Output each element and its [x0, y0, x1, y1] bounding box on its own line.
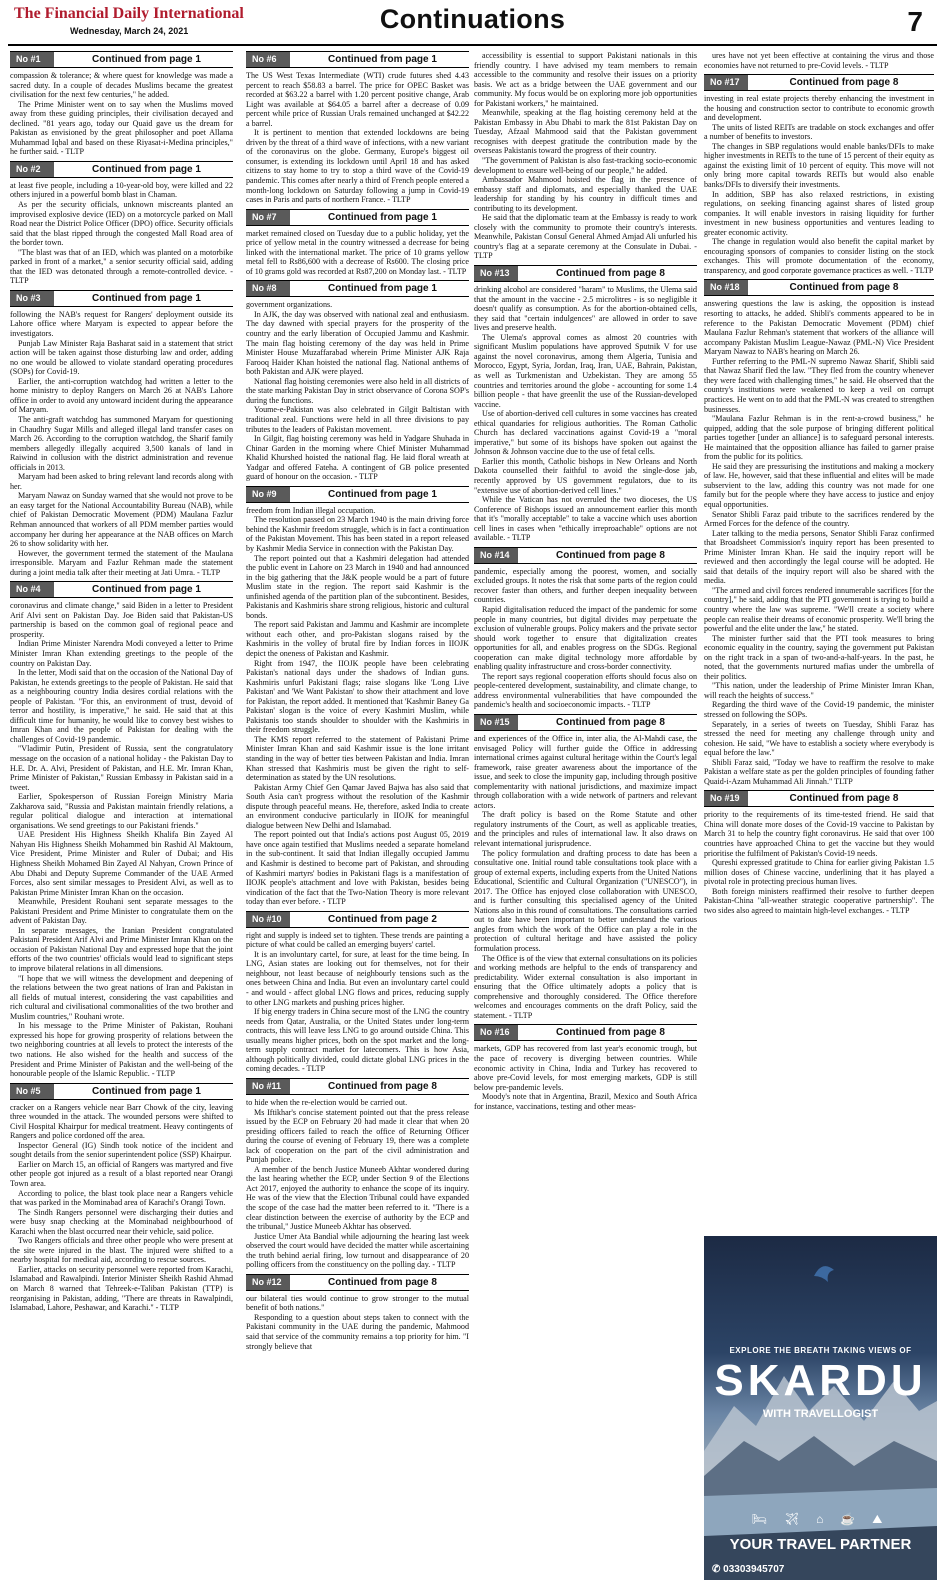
article-paragraph: If big energy traders in China secure most of the LNG the country needs from Qatar, Australia, or the United States under long-term contracts, this will leave less LNG to go around outside China. This usually means higher prices, both on the spot market and the long-term supply contract market for latecomers. This is how Asia, although politically divided, could dictate global LNG prices in the coming decades. - TLTP [246, 1007, 469, 1074]
article-paragraph: In Gilgit, flag hoisting ceremony was held in Yadgare Shuhada in Chinar Garden in the morning where Chief Minister Muhammad Khalid Khurshed hoisted the national flag. He laid floral wreath at Yadgar and offered Fateha. A contingent of GB police presented guard of honour on the occasion. - TLTP [246, 434, 469, 482]
article-paragraph: The Office is of the view that external consultations on its policies and working methods are helpful to the ends of transparency and predictability. Wider external consultation is also important in ensuring that the Office ultimately adopts a policy that is comprehensive and thoroughly considered. The Office therefore welcomes and encourages comments on the draft Policy, said the statement. - TLTP [474, 953, 697, 1020]
article-heading: Continued from page 8 [328, 1276, 437, 1288]
article-paragraph: Further referring to the PML-N supremo Nawaz Sharif, Shibli said that Nawaz Sharif fled the law. "They fled from the country whenever they were faced with challenging times," he said. He observed that the country's institutions were weakened to keep a veil on corrupt practices. He went on to add that the PML-N was created to strengthen businesses. [704, 356, 934, 414]
article-number-badge: No #1 [10, 52, 54, 67]
article-header [704, 279, 934, 296]
column-2 [246, 51, 469, 1355]
article [474, 51, 697, 261]
article-paragraph: He said that the diplomatic team at the Embassy is ready to work closely with the community to promote their country's interests. Meanwhile, Pakistan Consul General Ahmed Amjad Ali unfurled his country's flag at a separate ceremony at the Consulate in Dubai. - TLTP [474, 213, 697, 261]
issue-date: Wednesday, March 24, 2021 [70, 26, 189, 36]
article-header [474, 547, 697, 564]
article [10, 51, 233, 157]
article-body [246, 1098, 469, 1270]
article [246, 486, 469, 907]
article-body [246, 931, 469, 1074]
article-body [704, 810, 934, 915]
article-paragraph: "I hope that we will witness the development and deepening of the relations between the two great nations of Iran and Pakistan in all fields of mutual interest, considering the vast capabilities and rich cultural and civilisational commonalities of the two brother and Muslim countries," Rouhani wrote. [10, 973, 233, 1021]
article-paragraph: However, the government termed the statement of the Maulana irresponsible. Maryam and Fazlur Rehman made the statement during a joint media talk after their meeting at Jati Umra. - TLTP [10, 548, 233, 577]
article-paragraph: Earlier this month, Catholic bishops in New Orleans and North Dakota counselled their faithful to avoid the single-dose jab, recently approved by US government regulators, due to its "extensive use of abortion-derived cell lines." [474, 456, 697, 495]
article-paragraph: Ms Iftikhar's concise statement pointed out that the press release issued by the ECP on February 20 had made it clear that when 20 presiding officers failed to reach the office of Returning Officer during the course of evening of February 19, there was a complete lack of cooperation on the part of the civil administration and Punjab police. [246, 1107, 469, 1165]
article [704, 51, 934, 70]
article-paragraph: "Vladimir Putin, President of Russia, sent the congratulatory message on the occasion of a national holiday - the Pakistan Day to H.E. Dr. A. Alvi, President of Pakistan, and H.E. Mr. Imran Khan, Prime Minister of Pakistan," Russian Embassy in Pakistan said in a tweet. [10, 744, 233, 792]
article-body [246, 1294, 469, 1351]
article [474, 265, 697, 543]
article-paragraph: The Prime Minister went on to say when the Muslims moved away from these guiding principles, their civilisation decayed and declined. "81 years ago, today our Quaid gave us the dream for Pakistan as envisioned by the great philosopher and poet Allama Muhammad Iqbal and based on these Riyasat-i-Medina principles," he further said. - TLTP [10, 99, 233, 157]
article-paragraph: following the NAB's request for Rangers' deployment outside its Lahore office where Maryam is expected to appear before the investigators. [10, 309, 233, 339]
article-header [474, 1024, 697, 1041]
article-paragraph: ures have not yet been effective at containing the virus and those economies have not returned to pre-Covid levels. - TLTP [704, 51, 934, 70]
article-number-badge: No #4 [10, 582, 54, 597]
article-body [474, 567, 697, 710]
article-number-badge: No #10 [246, 912, 290, 927]
article [474, 1024, 697, 1111]
article-body [10, 310, 233, 577]
article-paragraph: Earlier on March 15, an official of Rangers was martyred and five other people got injured as a result of a blast reported near Orangi Town area. [10, 1159, 233, 1188]
article [474, 547, 697, 710]
article-number-badge: No #15 [474, 715, 518, 730]
article-paragraph: Inspector General (IG) Sindh took notice of the incident and sought details from the senior superintendent police (SSP) Khairpur. [10, 1140, 233, 1160]
article-heading: Continued from page 1 [92, 163, 201, 175]
article-paragraph: "The armed and civil forces rendered innumerable sacrifices [for the country]," he said, adding that the PTI government is trying to build a country where the law was supreme. "We'll create a society where people can realise their dreams of economic prosperity. We'll bring the powerful and the elite under the law," he stated. [704, 585, 934, 634]
article-paragraph: While the Vatican has not overruled the two dioceses, the US Conference of Bishops issued an announcement earlier this month that it's "morally acceptable" to take a vaccine which uses abortion cell lines in cases when "ethically irreproachable" options are not available. - TLTP [474, 495, 697, 543]
article-paragraph: Earlier, the anti-corruption watchdog had written a letter to the home ministry to deploy Rangers on March 26 at NAB's Lahore office in order to avoid any untoward incident during the appearance of Maryam. [10, 376, 233, 415]
article-body [474, 1044, 697, 1111]
article-paragraph: government organizations. [246, 300, 333, 310]
ad-phone[interactable] [712, 1564, 784, 1575]
article-paragraph: Moody's note that in Argentina, Brazil, Mexico and South Africa for instance, vaccinations, testing and other meas- [474, 1092, 697, 1111]
article-paragraph: The change in regulation would also benefit the capital market by encouraging sponsors of companies to consider listing on the stock exchanges. This will promote documentation of the economy, transparency, and good corporate governance practices as well. - TLTP [704, 237, 934, 275]
article-body [704, 94, 934, 275]
publication-name: The Financial Daily International [14, 5, 244, 22]
article-header [474, 714, 697, 731]
article [10, 161, 233, 286]
article-paragraph: Two Rangers officials and three other people who were present at the site were injured in the blast. The injured were shifted to a nearby hospital for medical aid, according to rescue sources. [10, 1236, 233, 1265]
article-body [704, 51, 934, 70]
article-paragraph: The KMS report referred to the statement of Pakistani Prime Minister Imran Khan and said Kashmir issue is the lone irritant standing in the way of better ties between Pakistan and India. Imran Khan stressed that Kashmiris must be given the right to self-determination as stated by the UN resolutions. [246, 734, 469, 783]
article-body [10, 181, 233, 286]
ad-brand: WITH TRAVELLOGIST [762, 1408, 879, 1420]
article-paragraph: markets, GDP has recovered from last year's economic trough, but the pace of recovery is diverging between countries. While economic activity in China, India and Turkey has recovered to above pre-Covid levels, for most emerging markets, GDP is still below pre-pandemic levels. [474, 1044, 697, 1092]
article-paragraph: Meanwhile, speaking at the flag hoisting ceremony held at the Pakistan Embassy in Abu Dhabi to mark the 81st Pakistan Day on Tuesday, Afzaal Mahmood said that the Pakistan government recognises with deepest gratitude the contribution made by the overseas Pakistanis toward the progress of their country. [474, 108, 697, 156]
newspaper-page [8, 4, 937, 1580]
article-paragraph: The anti-graft watchdog has summoned Maryam for questioning in Chaudhry Sugar Mills and alleged illegal land transfer cases on March 26. According to the corruption watchdog, the Sharif family members allegedly illegally acquired 3,500 kanals of land in Raiwind in collusion with the district administration and revenue officials in 2013. [10, 414, 233, 472]
article-header [246, 1274, 469, 1291]
article-body [10, 601, 233, 1078]
article-paragraph: It is an involuntary cartel, for sure, at least for the time being. In LNG, Asian states are looking out for themselves, not for their neighbour, not least because of neighbourly tensions such as the ones between China and India. But even an involuntary cartel could - and would - affect global LNG flows and prices, reducing supply to other LNG markets and pushing prices higher. [246, 949, 469, 1007]
article-paragraph: Later talking to the media persons, Senator Shibli Faraz confirmed that Broadsheet Commission's inquiry report has been presented to Prime Minister Imran Khan. He said the inquiry report will be reviewed and then accordingly the legal course will be adopted. He said that details of the inquiry report will also be shared with the media. [704, 528, 934, 586]
article-paragraph: Use of abortion-derived cell cultures in some vaccines has created ethical quandaries for religious authorities. The Roman Catholic Church has declared vaccinations against Covid-19 a "moral imperative," but some of its bishops have spoken out against the Johnson & Johnson vaccine due to the use of fetal cells. [474, 409, 697, 457]
article [246, 280, 469, 481]
article [246, 51, 469, 205]
article-paragraph: The minister further said that the PTI took measures to bring economic equality in the country, saying the government put Pakistan on the right track in a span of two-and-a-half-years. In the past, he noted, that the governments nurtured mafias under the umbrella of their politics. [704, 633, 934, 681]
article-paragraph: In separate messages, the Iranian President congratulated Pakistani President Arif Alvi and Prime Minister Imran Khan on the occasion of Pakistan National Day and expressed hope that the joint efforts of the two countries' officials would lead to significant steps to improve bilateral relations in all dimensions. [10, 925, 233, 974]
article-number-badge: No #7 [246, 210, 290, 225]
article-paragraph: Separately, in a series of tweets on Tuesday, Shibli Faraz has stressed the need for meeting any challenge through unity and cohesion. He said, "We have to establish a society where everybody is equal before the law." [704, 719, 934, 758]
article-heading: Continued from page 8 [556, 268, 665, 280]
article-heading: Continued from page 8 [328, 1080, 437, 1092]
article [10, 290, 233, 577]
article-paragraph: Shibli Faraz said, "Today we have to reaffirm the resolve to make Pakistan a welfare state as per the golden principles of founding father Quaid-i-Azam Muhammad Ali Jinnah." TLTP [704, 757, 934, 786]
article-paragraph: Indian Prime Minister Narendra Modi conveyed a letter to Prime Minister Imran Khan extending greetings to the people of the country on Pakistan Day. [10, 639, 233, 668]
article-body [10, 1103, 233, 1313]
article-paragraph: Responding to a question about steps taken to connect with the Pakistani community in the UAE during the pandemic, Mahmood said that service of the community remains a top priority for him. "I strongly believe that [246, 1312, 469, 1351]
article-paragraph: at least five people, including a 10-year-old boy, were killed and 22 others injured in a powerful bomb blast in Chaman. [10, 180, 233, 200]
article-paragraph: and experiences of the Office in, inter alia, the Al-Mahdi case, the envisaged Policy will further guide the Office in addressing international crimes against cultural heritage within the Court's legal framework, raise greater awareness about the importance of the issue, and seek to close the impunity gap, including through positive complementarity with national jurisdictions, and maximize impact through collaboration with a wide network of partners and relevant actors. [474, 734, 697, 810]
article-paragraph: The Sindh Rangers personnel were discharging their duties and were busy snap checking at the Mominabad neighbourhood of Karachi when the blast occurred near their vehicle, said police. [10, 1207, 233, 1236]
article [246, 1274, 469, 1351]
article-paragraph: freedom from Indian illegal occupation. [246, 505, 376, 515]
article-paragraph: cracker on a Rangers vehicle near Barr Chowk of the city, leaving three wounded in the attack. The wounded persons were shifted to Civil Hospital Khairpur for medical treatment. Heavy contingents of Rangers and police cordoned off the area. [10, 1102, 233, 1141]
ad-subtitle: EXPLORE THE BREATH TAKING VIEWS OF [729, 1346, 912, 1355]
article-heading: Continued from page 1 [92, 584, 201, 596]
article [704, 74, 934, 275]
article-header [10, 161, 233, 178]
article [246, 1078, 469, 1270]
article-paragraph: Rapid digitalisation reduced the impact of the pandemic for some people in many countries, but digital divides may perpetuate the exclusion of vulnerable groups. Policy makers and the private sector should work together to ensure that digitalization creates opportunities for all, and enables progress on the SDGs. Regional cooperation can make digital technology more affordable by enabling quality infrastructure and cross-border connectivity. [474, 604, 697, 672]
page-number: 7 [907, 6, 923, 37]
article-paragraph: pandemic, especially among the poorest, women, and socially excluded groups. It notes the risk that some parts of the region could recover faster than others, and further deepen inequality between countries. [474, 566, 697, 605]
article-body [474, 51, 697, 261]
skardu-advertisement[interactable] [704, 1236, 937, 1580]
article-header [10, 51, 233, 68]
article-heading: Continued from page 1 [328, 54, 437, 65]
article-number-badge: No #12 [246, 1275, 290, 1290]
article-paragraph: In AJK, the day was observed with national zeal and enthusiasm. The day dawned with special prayers for the prosperity of the country and the early liberation of Occupied Jammu and Kashmir. The main flag hoisting ceremony of the day was held in Prime Minister House Muzaffarabad wherein Prime Minister AJK Raja Farooq Haider Khan hoisted the national flag. National anthems of both Pakistan and AJK were played. [246, 309, 469, 377]
article-paragraph: priority to the requirements of its time-tested friend. He said that China will donate more doses of the Covid-19 vaccine to Pakistan by March 31 to help the country fight coronavirus. He said that over 100 countries have approached China to get the vaccine but they would prioritise the fulfilment of Pakistan's Covid-19 needs. [704, 810, 934, 858]
travel-icons: 🛏 ✈ ⌂ ☕ ⛰ [751, 1512, 890, 1526]
article-body [474, 734, 697, 1020]
article-paragraph: The report pointed out that a Kashmiri delegation had attended the public event in Lahore on 23 March in 1940 and had announced in the big gathering that the J&K people would be a part of future Muslim state in the region. The report said Kashmir is the unfinished agenda of the partition plan of the subcontinent. Besides, Pakistanis and Kashmiris share strong religious, historic and cultural bonds. [246, 553, 469, 620]
article-header [704, 790, 934, 807]
article-paragraph: Justice Umer Ata Bandial while adjourning the hearing last week observed the court would have decided the matter while ascertaining the truth behind aerial firing, low turnout and disappearance of 20 polling officers from the constituency on the polling day. - TLTP [246, 1231, 469, 1270]
article-paragraph: The Ulema's approval comes as almost 20 countries with significant Muslim populations have approved Sputnik V for use against the novel coronavirus, among them Algeria, Tunisia and Morocco, Egypt, Syria, Jordan, Iraq, Iran, UAE, Bahrain, Pakistan, as well as Turkmenistan and Uzbekistan. They are among 55 countries and territories around the globe - accounting for some 1.4 billion people - that have greenlit the use of the Russian-developed vaccine. [474, 332, 697, 409]
ad-tagline: YOUR TRAVEL PARTNER [729, 1536, 912, 1553]
article-header [246, 1078, 469, 1095]
article-header [246, 486, 469, 503]
article-paragraph: Both foreign ministers reaffirmed their resolve to further deepen Pakistan-China "all-weather strategic cooperative partnership". The two sides also agreed to maintain high-level exchanges. - TLTP [704, 886, 934, 915]
article-header [246, 280, 469, 297]
article-header [704, 74, 934, 91]
article-heading: Continued from page 1 [328, 283, 437, 295]
article-heading: Continued from page 8 [556, 1027, 665, 1039]
article [10, 1083, 233, 1313]
article-paragraph: According to police, the blast took place near a Rangers vehicle that was parked in the Mominabad area of Karachi's Orangi Town. [10, 1188, 233, 1208]
article-paragraph: accessibility is essential to support Pakistani nationals in this friendly country. I have advised my team members to remain accessible to the community and resolve their issues on a priority basis. We act as a bridge between the UAE government and our community. My focus would be on exploring more job opportunities for Pakistani workers," he maintained. [474, 51, 697, 108]
article-header [10, 1083, 233, 1100]
article-paragraph: right and supply is indeed set to tighten. These trends are painting a picture of what could be called an emerging buyers' cartel. [246, 930, 469, 950]
article-paragraph: Youme-e-Pakistan was also celebrated in Gilgit Baltistan with traditional zeal. Functions were held in all three divisions to pay tributes to the leaders of Pakistan movement. [246, 405, 469, 434]
article [474, 714, 697, 1020]
article-heading: Continued from page 1 [328, 488, 437, 500]
column-3 [474, 51, 697, 1115]
article-paragraph: The draft policy is based on the Rome Statute and other regulatory instruments of the Court, as well as applicable treaties, and the principles and rules of international law. It also draws on relevant international jurisprudence. [474, 810, 697, 849]
article-number-badge: No #11 [246, 1079, 290, 1094]
article-paragraph: Meanwhile, President Rouhani sent separate messages to the Pakistani President and Prime Minister to congratulate them on the advent of Pakistan Day. [10, 897, 233, 926]
article-paragraph: market remained closed on Tuesday due to a public holiday, yet the price of yellow metal in the country witnessed a decrease for being linked with the international market. The price of 10 grams yellow metal fell to Rs86,600 with a decrease of Rs600. The closing price of 10 grams gold was recorded at Rs87,200 on Monday last. - TLTP [246, 228, 469, 276]
article-paragraph: Maryam Nawaz on Sunday warned that she would not prove to be an easy target for the National Accountability Bureau (NAB), while chief of Pakistan Democratic Movement (PDM) Maulana Fazlur Rehman announced that workers of all PDM member parties would accompany her during her appearance at the NAB offices on March 26 to show solidarity with her. [10, 491, 233, 549]
article-header [474, 265, 697, 282]
article-paragraph: compassion & tolerance; & where quest for knowledge was made a sacred duty. In a couple of decades Muslims became the greatest civilisation for the next few centuries," he added. [10, 71, 233, 100]
article-heading: Continued from page 2 [328, 913, 437, 925]
article-heading: Continued from page 1 [92, 1085, 201, 1097]
article-header [10, 581, 233, 598]
article [704, 279, 934, 786]
article-paragraph: The report said Pakistan and Jammu and Kashmir are incomplete without each other, and pro-Pakistan slogans raised by the Kashmiris in the volley of brutal fire by Indian forces in IIOJK depict the oneness of Pakistan and Kashmir. [246, 620, 469, 658]
article-number-badge: No #17 [704, 75, 748, 90]
article-heading: Continued from page 8 [789, 282, 899, 294]
article-paragraph: As per the security officials, unknown miscreants planted an improvised explosive device (IED) on a motorcycle parked on Mall Road near the District Police Officer (DPO) office. Security officials said that the blast ripped through the congested Mall Road area of the border town. [10, 200, 233, 248]
article-header [10, 290, 233, 307]
article-paragraph: Qureshi expressed gratitude to China for earlier giving Pakistan 1.5 million doses of Chinese vaccine, underlining that it has played a pivotal role in protecting precious human lives. [704, 858, 934, 887]
article-number-badge: No #3 [10, 291, 54, 306]
article-heading: Continued from page 8 [556, 549, 665, 561]
article-paragraph: The US West Texas Intermediate (WTI) crude futures shed 4.43 percent to reach $58.83 a barrel. The price for OPEC Basket was recorded at $63.22 a barrel with 1.20 percent positive change, Arab Light was available at $64.05 a barrel after a decrease of 0.09 percent while price of Russian Urals remained unchanged at $42.22 a barrel. [246, 71, 469, 128]
article-paragraph: to hide when the re-election would be carried out. [246, 1097, 408, 1107]
article-paragraph: "The blast was that of an IED, which was planted on a motorbike parked in front of a market," a senior security official said, adding that the IED was detonated through a remote-controlled device. - TLTP [10, 247, 233, 286]
article-paragraph: The policy formulation and drafting process to date has been a consultative one. Initial round table consultations took place with a group of external experts, including experts from the United Nations Educational, Scientific and Cultural Organization ("UNESCO"), in 2017. The Office has enjoyed close collaboration with UNESCO, and is further consulting this specialised agency of the United Nations also in this round of consultations. The consultations carried out to date have been important to better understand the various angles from which the work of the Office can play a role in the protection of cultural heritage and have assisted the policy formulation process. [474, 848, 697, 954]
article-body [704, 299, 934, 786]
article-paragraph: It is pertinent to mention that extended lockdowns are being driven by the threat of a third wave of infections, with a new variant of the coronavirus on the globe. Germany, Europe's biggest oil consumer, is extending its lockdown until April 18 and has asked citizens to stay home to try to stop a third wave of the Covid-19 pandemic. This comes after nearly a third of French people entered a month-long lockdown on Saturday following a jump in Covid-19 cases in Paris and parts of northern France. - TLTP [246, 128, 469, 205]
article [10, 581, 233, 1078]
article-number-badge: No #6 [246, 52, 290, 67]
article-paragraph: Earlier, Spokesperson of Russian Foreign Ministry Maria Zakharova said, "Russia and Pakistan maintain friendly relations, a regular political dialogue and interaction at international organisations. We send greetings to our Pakistani friends." [10, 792, 233, 830]
article-paragraph: The resolution passed on 23 March 1940 is the main driving force behind the Kashmir freedom struggle, which is in fact a continuation of the Pakistan Movement. This has been stated in a report released by Kashmir Media Service in connection with the Pakistan Day. [246, 515, 469, 553]
article-header [246, 911, 469, 928]
article-paragraph: UAE President His Highness Sheikh Khalifa Bin Zayed Al Nahyan His Highness Sheikh Mohammed bin Rashid Al Maktoum, Vice President, Prime Minister and Ruler of Dubai; and His Highness Sheikh Mohamed Bin Zayed Al Nahyan, Crown Prince of Abu Dhabi and Deputy Supreme Commander of the UAE Armed Forces, also sent similar messages to President Alvi, as well as to Pakistan Prime Minister Imran Khan on the occasion. [10, 830, 233, 897]
article-body [246, 506, 469, 907]
article-paragraph: The units of listed REITs are tradable on stock exchanges and offer a number of benefits to investors. [704, 122, 934, 142]
article-paragraph: In his message to the Prime Minister of Pakistan, Rouhani expressed his hope for growing prosperity of relations between the two neighboring countries at all levels to protect the interests of the two nations. He also wished for the health and success of the President and Prime Minister of Pakistan and the well-being of the honourable people of the Islamic Republic. - TLTP [10, 1021, 233, 1079]
article-header [246, 209, 469, 226]
article-paragraph: A member of the bench Justice Muneeb Akhtar wondered during the last hearing whether the ECP, under Section 9 of the Elections Act 2017, enjoyed the authority to enhance the scope of its inquiry. He was of the view that the Election Tribunal could have expanded the scope of the case had the matter been referred to it. "There is a clear distinction between the exercise of authority by the ECP and the tribunal," Justice Muneeb Akhtar has observed. [246, 1164, 469, 1232]
article-paragraph: Punjab Law Minister Raja Basharat said in a statement that strict action will be taken against those disturbing law and order, adding no one would be allowed to violate standard operating procedures (SOPs) for Covid-19. [10, 338, 233, 377]
article-heading: Continued from page 1 [328, 211, 437, 223]
article-body [246, 71, 469, 205]
ad-title: SKARDU [714, 1356, 927, 1405]
article-paragraph: He said they are pressurising the institutions and making a mockery of law. He, however, said that these influential and elites will be made subservient to the law, adding this country was not made for one family but for the people where they have access to justice and enjoy equal opportunities. [704, 461, 934, 509]
phone-icon: ✆ [712, 1564, 724, 1575]
article-number-badge: No #9 [246, 487, 290, 502]
article-number-badge: No #8 [246, 281, 290, 296]
article-number-badge: No #18 [704, 280, 748, 295]
article-paragraph: "The government of Pakistan is also fast-tracking socio-economic development to ensure well-being of our people," he added. [474, 156, 697, 175]
article-paragraph: National flag hoisting ceremonies were also held in all districts of the state marking Pakistan Day in strict observance of Corona SOP's during the functions. [246, 376, 469, 405]
column-1 [10, 51, 233, 1317]
article [704, 790, 934, 915]
article-paragraph: Right from 1947, the IIOJK people have been celebrating Pakistan's national days under the shadows of Indian guns. Kashmiris unfurl Pakistani flags; raise slogans like 'Long Live Pakistan' and 'We Want Pakistan' to show their attachment and love for Pakistan, the report added. It mentioned that 'Kashmir Baney Ga Pakistan' slogan is the voice of every Kashmiri Muslim, while Pakistanis too stands shoulder to shoulder with the Kashmiris in their freedom struggle. [246, 658, 469, 735]
article-paragraph: Senator Shibli Faraz paid tribute to the sacrifices rendered by the Armed Forces for the defence of the country. [704, 509, 934, 529]
article-heading: Continued from page 8 [789, 77, 899, 89]
article-number-badge: No #14 [474, 548, 518, 563]
article-paragraph: Regarding the third wave of the Covid-19 pandemic, the minister stressed on following the SOPs. [704, 700, 934, 719]
article-number-badge: No #19 [704, 791, 748, 806]
article-paragraph: Ambassador Mahmood hoisted the flag in the presence of embassy staff and diplomats, and especially thanked the UAE leadership for standing by his country in difficult times and contributing to its development. [474, 175, 697, 213]
article-body [474, 285, 697, 543]
article-paragraph: The report pointed out that India's actions post August 05, 2019 have once again testified that Muslims needed a separate homeland in the sub-continent. It said that Indian illegally occupied Jammu and Kashmir is destined to become part of Pakistan, and shrouding of Kashmiri martyrs' bodies in Pakistani flags is a manifestation of IIOJK people's attachment and love with Pakistan, besides being vindication of the fact that the Two-Nation Theory is more relevant today than ever before. - TLTP [246, 830, 469, 907]
article-header [246, 51, 469, 68]
article-body [246, 229, 469, 277]
article-paragraph: our bilateral ties would continue to grow stronger to the mutual benefit of both nations." [246, 1293, 469, 1313]
article-paragraph: investing in real estate projects thereby enhancing the investment in the housing and construction sector to contribute to economic growth and development. [704, 94, 934, 123]
article-paragraph: Pakistan Army Chief Gen Qamar Javed Bajwa has also said that South Asia can't progress without the resolution of the Kashmir dispute through peaceful means. He, therefore, asked India to create an environment conducive particularly in IIOJK for meaningful dialogue between New Delhi and Islamabad. [246, 782, 469, 830]
article-paragraph: coronavirus and climate change," said Biden in a letter to President Arif Alvi sent on Pakistan Day. Joe Biden said that Pakistan-US partnership is based on the common goal of regional peace and prosperity. [10, 601, 233, 639]
column-4 [704, 51, 934, 919]
article [246, 911, 469, 1074]
article-body [246, 300, 469, 481]
article-heading: Continued from page 8 [789, 793, 899, 805]
article-paragraph: Maryam had been asked to bring relevant land records along with her. [10, 472, 233, 491]
article-number-badge: No #16 [474, 1025, 518, 1040]
article-heading: Continued from page 1 [92, 292, 201, 304]
article-paragraph: In addition, SBP has also relaxed restrictions, in existing regulations, on seeking financing against shares of listed group companies. It will enable investors in raising liquidity for further investment in new business opportunities and ventures leading to greater economic activity. [704, 189, 934, 237]
article-paragraph: "This nation, under the leadership of Prime Minister Imran Khan, will reach the heights of success." [704, 681, 934, 700]
article-paragraph: "Maulana Fazlur Rehman is in the rent-a-crowd business," he quipped, adding that the sole purpose of bringing different political parties together [under an alliance] is to safeguard personal interests. He maintained that the opposition alliance has failed to garner praise from the public for its politics. [704, 414, 934, 462]
masthead [8, 4, 937, 46]
article-paragraph: The changes in SBP regulations would enable banks/DFIs to make higher investments in REITs to the tune of 15 percent of their equity as against the existing limit of 10 percent of equity. This move will not only bring more capital towards REITs but would also enable banks/DFIs to diversify their investments. [704, 141, 934, 190]
article-number-badge: No #13 [474, 266, 518, 281]
article-number-badge: No #2 [10, 162, 54, 177]
section-title: Continuations [379, 4, 566, 34]
article [246, 209, 469, 277]
article-number-badge: No #5 [10, 1084, 54, 1099]
article-heading: Continued from page 8 [556, 717, 665, 728]
article-paragraph: In the letter, Modi said that on the occasion of the National Day of Pakistan, he extends greetings to the people of Pakistan. He said that as a neighbouring country India desires cordial relations with the people of Pakistan. "For this, an environment of trust, devoid of terror and hostility, is imperative," he said. He said that at this difficult time for humanity, he would like to convey best wishes to Imran Khan and the people of Pakistan for dealing with the challenges of Covid-19 pandemic. [10, 668, 233, 744]
article-paragraph: answering questions the law is asking, the opposition is instead resorting to attacks, he added. Shibli's comments appeared to be in reference to the Pakistan Democratic Movement (PDM) chief Maulana Fazlur Rehman's statement that workers of the alliance will accompany Pakistan Muslim League-Nawaz (PML-N) Vice President Maryam Nawaz to NAB's hearing on March 26. [704, 299, 934, 357]
article-body [10, 71, 233, 157]
article-heading: Continued from page 1 [92, 54, 201, 65]
article-paragraph: drinking alcohol are considered "haram" to Muslims, the Ulema said that the amount in the vaccine - 2.5 microlitres - is so negligible it doesn't qualify as consumption. As for the abortion-obtained cells, they said that "certain indulgences" are allowed in order to save lives and preserve health. [474, 285, 697, 333]
article-paragraph: The report says regional cooperation efforts should focus also on people-centered development, sustainability, and climate change, to address environmental vulnerabilities that have compounded the pandemic's health and socioeconomic impacts. - TLTP [474, 671, 697, 710]
article-paragraph: Earlier, attacks on security personnel were reported from Karachi, Islamabad and Rawalpindi. Interior Minister Sheikh Rashid Ahmad on March 8 warned that Tehreek-e-Taliban Pakistan (TTP) is reorganising in Pakistan, adding, "There are threats in Rawalpindi, Islamabad, Lahore, Peshawar, and Karachi." - TLTP [10, 1264, 233, 1313]
ad-phone-number: 03303945707 [723, 1564, 785, 1575]
